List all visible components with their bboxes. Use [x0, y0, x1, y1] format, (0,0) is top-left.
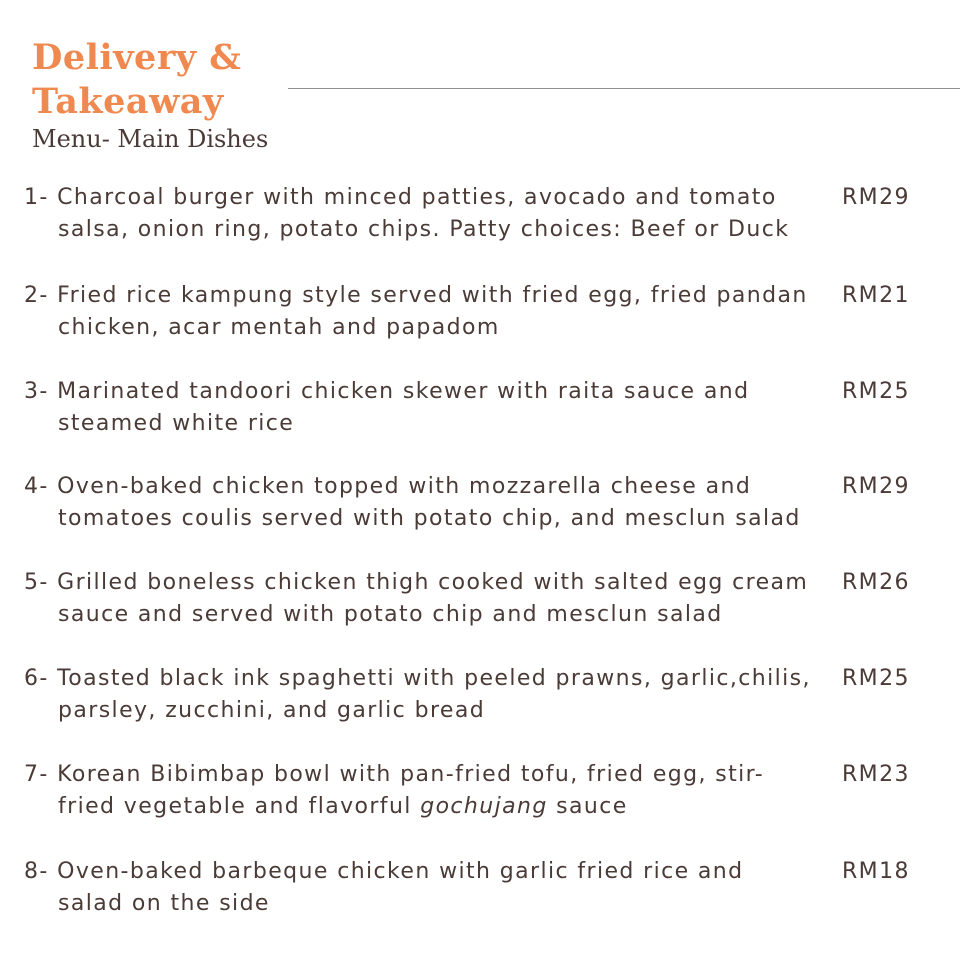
menu-item-description	[24, 471, 824, 535]
menu-item-line: 4- Oven-baked chicken topped with mozzarella cheese and	[24, 474, 752, 499]
menu-item-line: tomatoes coulis served with potato chip, and mesclun salad	[58, 506, 801, 531]
menu-item-price: RM29	[842, 185, 910, 210]
menu-item-price: RM21	[842, 283, 910, 308]
menu-item-text: sauce	[547, 794, 628, 819]
menu-item-description	[24, 759, 824, 823]
menu-item-line: 1- Charcoal burger with minced patties, avocado and tomato	[24, 185, 777, 210]
menu-item-line: 2- Fried rice kampung style served with fried egg, fried pandan	[24, 283, 808, 308]
menu-item-line: 3- Marinated tandoori chicken skewer with raita sauce and	[24, 379, 750, 404]
menu-item-line: 5- Grilled boneless chicken thigh cooked with salted egg cream	[24, 570, 809, 595]
menu-item-line: salad on the side	[58, 891, 270, 916]
menu-item-line: sauce and served with potato chip and mesclun salad	[58, 602, 723, 627]
menu-item-line: 6- Toasted black ink spaghetti with peeled prawns, garlic,chilis,	[24, 666, 811, 691]
menu-item-description	[24, 376, 824, 440]
menu-item-price: RM26	[842, 570, 910, 595]
menu-item-line: salsa, onion ring, potato chips. Patty choices: Beef or Duck	[58, 217, 790, 242]
menu-item-line	[24, 791, 824, 823]
menu-item-price: RM25	[842, 666, 910, 691]
menu-item-price: RM25	[842, 379, 910, 404]
menu-item-price: RM18	[842, 859, 910, 884]
menu-item-description	[24, 182, 824, 246]
menu-item-price: RM29	[842, 474, 910, 499]
menu-subtitle: Menu- Main Dishes	[32, 125, 269, 153]
menu-item-text: fried vegetable and flavorful	[58, 794, 421, 819]
menu-item-line: chicken, acar mentah and papadom	[58, 315, 500, 340]
title-line-1: Delivery &	[32, 37, 242, 78]
menu-item-description	[24, 663, 824, 727]
title-line-2: Takeaway	[32, 81, 224, 122]
menu-item-description	[24, 567, 824, 631]
menu-item-emphasis: gochujang	[420, 794, 548, 819]
menu-item-description	[24, 280, 824, 344]
menu-item-line: 8- Oven-baked barbeque chicken with garlic fried rice and	[24, 859, 744, 884]
menu-item-line: steamed white rice	[58, 411, 295, 436]
menu-item-price: RM23	[842, 762, 910, 787]
menu-item-line: parsley, zucchini, and garlic bread	[58, 698, 486, 723]
menu-item-description	[24, 856, 824, 920]
menu-item-line: 7- Korean Bibimbap bowl with pan-fried tofu, fried egg, stir-	[24, 762, 765, 787]
